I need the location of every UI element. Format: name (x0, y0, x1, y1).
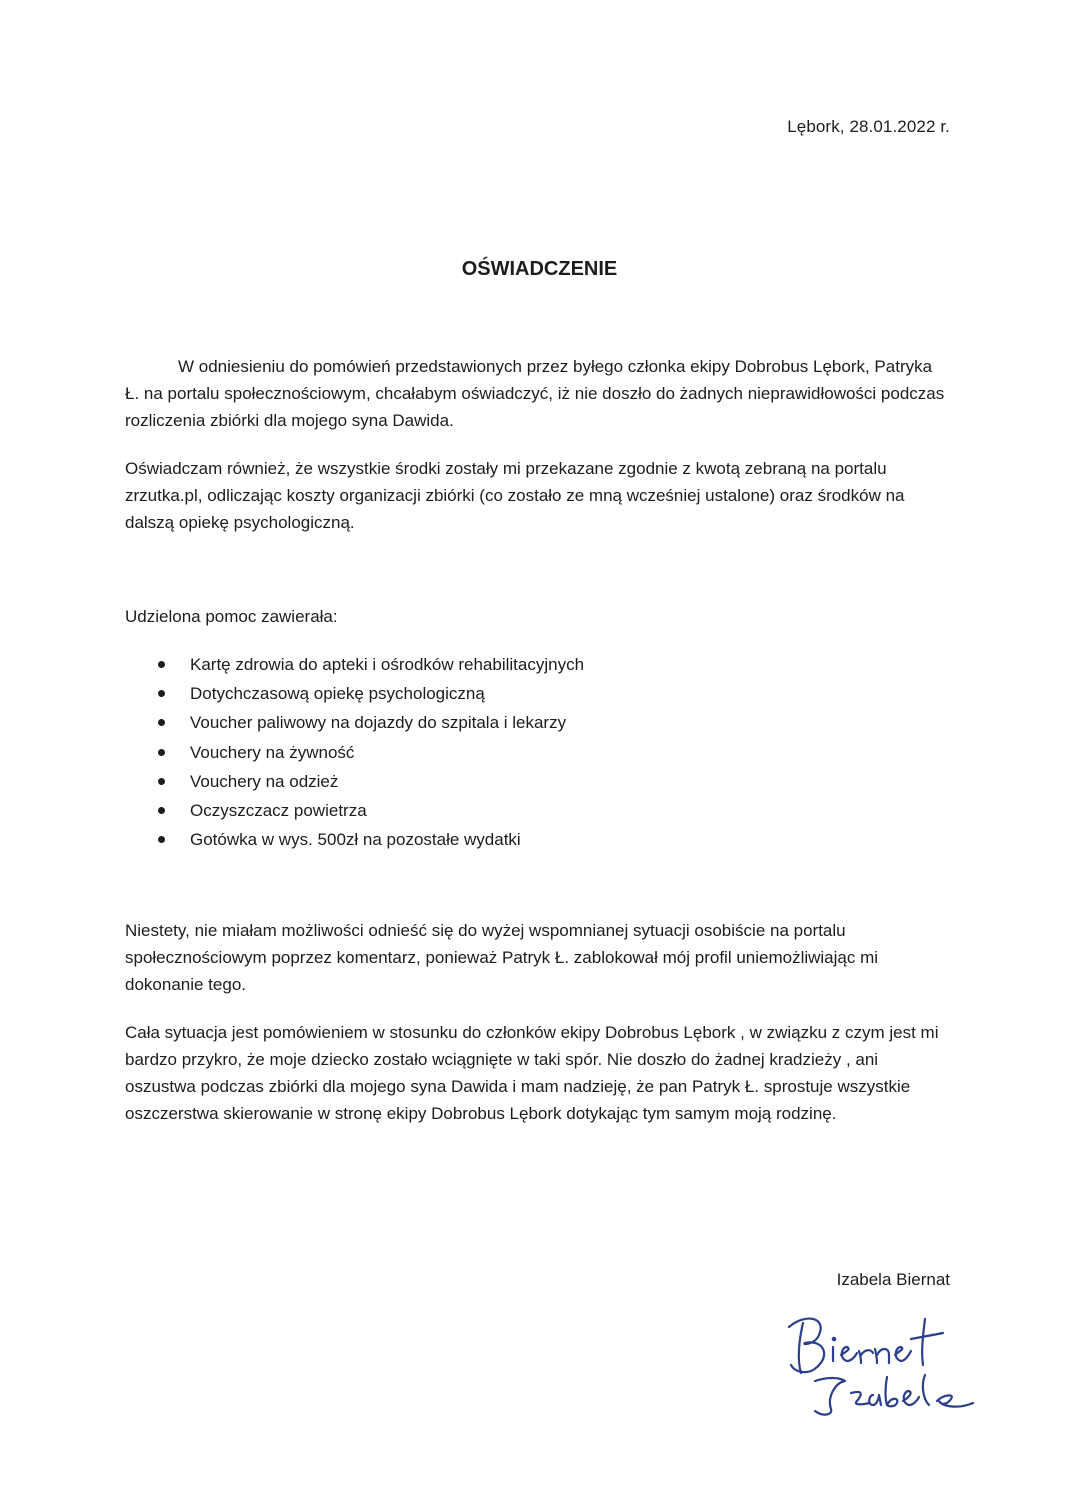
list-item-text: Vouchery na odzież (190, 771, 339, 791)
bullet-icon (158, 836, 165, 843)
list-item (125, 796, 825, 825)
list-item-text: Gotówka w wys. 500zł na pozostałe wydatki (190, 830, 521, 850)
aid-list-intro: Udzielona pomoc zawierała: (125, 607, 338, 626)
list-item-text: Dotychczasową opiekę psychologiczną (190, 684, 485, 704)
list-item (125, 708, 825, 737)
handwritten-signature (775, 1305, 1000, 1425)
aid-list (125, 650, 825, 854)
list-item (125, 679, 825, 708)
paragraph-conclusion: Cała sytuacja jest pomówieniem w stosunku do członków ekipy Dobrobus Lębork , w związku z czym jest mi bardzo przykro, że moje dziecko zostało wciągnięte w taki spór. Nie doszło do żadnej kradzieży , ani oszustwa podczas zbiórki dla mojego syna Dawida i mam nadzieję, że pan Patryk Ł. sprostuje wszystkie oszczerstwa skierowanie w stronę ekipy Dobrobus Lębork dotykając tym samym moją rodzinę. (125, 1023, 939, 1123)
author-name: Izabela Biernat (836, 1270, 950, 1289)
bullet-icon (158, 719, 165, 726)
list-item (125, 738, 825, 767)
bullet-icon (158, 749, 165, 756)
paragraph-blocked-profile: Niestety, nie miałam możliwości odnieść się do wyżej wspomnianej sytuacji osobiście na portalu społecznościowym poprzez komentarz, ponieważ Patryk Ł. zablokował mój profil uniemożliwiając mi dokonanie tego. (125, 921, 879, 994)
paragraph-allegations-text: W odniesieniu do pomówień przedstawionych przez byłego członka ekipy Dobrobus Lębork, Patryka Ł. na portalu społecznościowym, chcałabym oświadczyć, iż nie doszło do żadnych nieprawidłowości podczas rozliczenia zbiórki dla mojego syna Dawida. (125, 357, 945, 430)
bullet-icon (158, 661, 165, 668)
list-item (125, 767, 825, 796)
list-item (125, 825, 825, 854)
document-date: Lębork, 28.01.2022 r. (787, 117, 950, 136)
list-item-text: Kartę zdrowia do apteki i ośrodków rehabilitacyjnych (190, 655, 585, 674)
list-item-text: Voucher paliwowy na dojazdy do szpitala i lekarzy (190, 713, 567, 733)
list-item-text: Vouchery na żywność (190, 742, 355, 762)
bullet-icon (158, 807, 165, 814)
bullet-icon (158, 690, 165, 697)
paragraph-allegations (125, 353, 950, 434)
bullet-icon (158, 778, 165, 785)
paragraph-funds-transfer: Oświadczam również, że wszystkie środki zostały mi przekazane zgodnie z kwotą zebraną na portalu zrzutka.pl, odliczając koszty organizacji zbiórki (co zostało ze mną wcześniej ustalone) oraz środków na dalszą opiekę psychologiczną. (125, 459, 905, 532)
document-title: OŚWIADCZENIE (461, 258, 618, 280)
list-item (125, 650, 825, 679)
list-item-text: Oczyszczacz powietrza (190, 800, 367, 820)
